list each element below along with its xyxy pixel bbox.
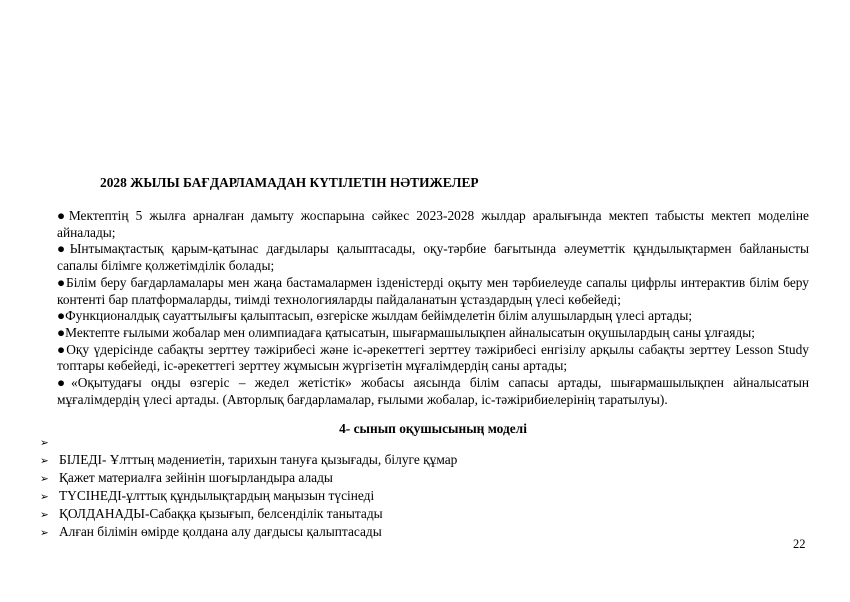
page-number: 22 xyxy=(793,537,806,551)
arrow-bullet-icon: ➢ xyxy=(40,490,49,503)
result-item: ●«Оқытудағы оңды өзгеріс – жедел жетістік» жобасы аясында білім сапасы артады, шығармашылықпен айналысатын мұғалімдердің үлесі артады. (Авторлық бағдарламалар, ғылыми жобалар, іс-тәжірибиелерінің таратылуы). xyxy=(57,375,809,407)
list-item xyxy=(40,435,457,452)
list-item xyxy=(40,506,457,524)
list-item xyxy=(40,452,457,470)
expected-results xyxy=(57,208,809,408)
student-model-title: 4- сынып оқушысының моделі xyxy=(339,421,527,436)
arrow-bullet-icon: ➢ xyxy=(40,437,49,449)
arrow-bullet-icon: ➢ xyxy=(40,508,49,521)
result-item: ●Мектепте ғылыми жобалар мен олимпиадаға қатысатын, шығармашылықпен айналысатын оқушылардың саны ұлғаяды; xyxy=(57,324,755,340)
result-item: ●Оқу үдерісінде сабақты зерттеу тәжірибесі және іс-әрекеттегі зерттеу тәжірибесі енгізілу арқылы сабақты зерттеу Lesson Study топтары көбейеді, іс-әрекеттегі зерттеу жұмысын жүргізетін мұғалімдердің саны артады; xyxy=(57,341,809,374)
list-item-text: Қажет материалға зейінін шоғырландыра алады xyxy=(59,469,333,485)
result-item: ●Функционалдық сауаттылығы қалыптасып, өзгеріске жылдам бейімделетін білім алушылардың үлесі артады; xyxy=(57,308,693,324)
list-item xyxy=(40,470,457,488)
list-item-text: Алған білімін өмірде қолдана алу дағдысы қалыптасады xyxy=(59,523,382,539)
result-item: ●Мектептің 5 жылға арналған дамыту жоспарына сәйкес 2023-2028 жылдар аралығында мектеп табысты мектеп моделіне айналады; xyxy=(57,208,809,240)
list-item-text: БІЛЕДІ- Ұлттың мәдениетін, тарихын тануға қызығады, білуге құмар xyxy=(59,451,458,467)
list-item xyxy=(40,488,457,506)
arrow-bullet-icon: ➢ xyxy=(40,472,49,485)
list-item-text: ҚОЛДАНАДЫ-Сабаққа қызығып, белсенділік танытады xyxy=(59,505,383,521)
section-title: 2028 ЖЫЛЫ БАҒДАРЛАМАДАН КҮТІЛЕТІН НӘТИЖЕЛЕР xyxy=(100,175,479,190)
list-item xyxy=(40,524,457,542)
arrow-bullet-icon: ➢ xyxy=(40,454,49,467)
result-item: ●Білім беру бағдарламалары мен жаңа бастамалармен ізденістерді оқыту мен тәрбиелеуде сапалы цифрлы интерактив білім беру контенті бар платформаларды, тиімді технологияларды пайдаланатын ұстаздардың үлесі көбейеді; xyxy=(57,274,809,307)
list-item-text: ТҮСІНЕДІ-ұлттық құндылықтардың маңызын түсінеді xyxy=(59,487,375,503)
student-model-list xyxy=(40,435,457,541)
arrow-bullet-icon: ➢ xyxy=(40,526,49,539)
result-item: ●Ынтымақтастық қарым-қатынас дағдылары қалыптасады, оқу-тәрбие бағытында әлеуметтік құндылықтармен байланысты сапалы білімге қолжетімділік болады; xyxy=(57,241,809,274)
